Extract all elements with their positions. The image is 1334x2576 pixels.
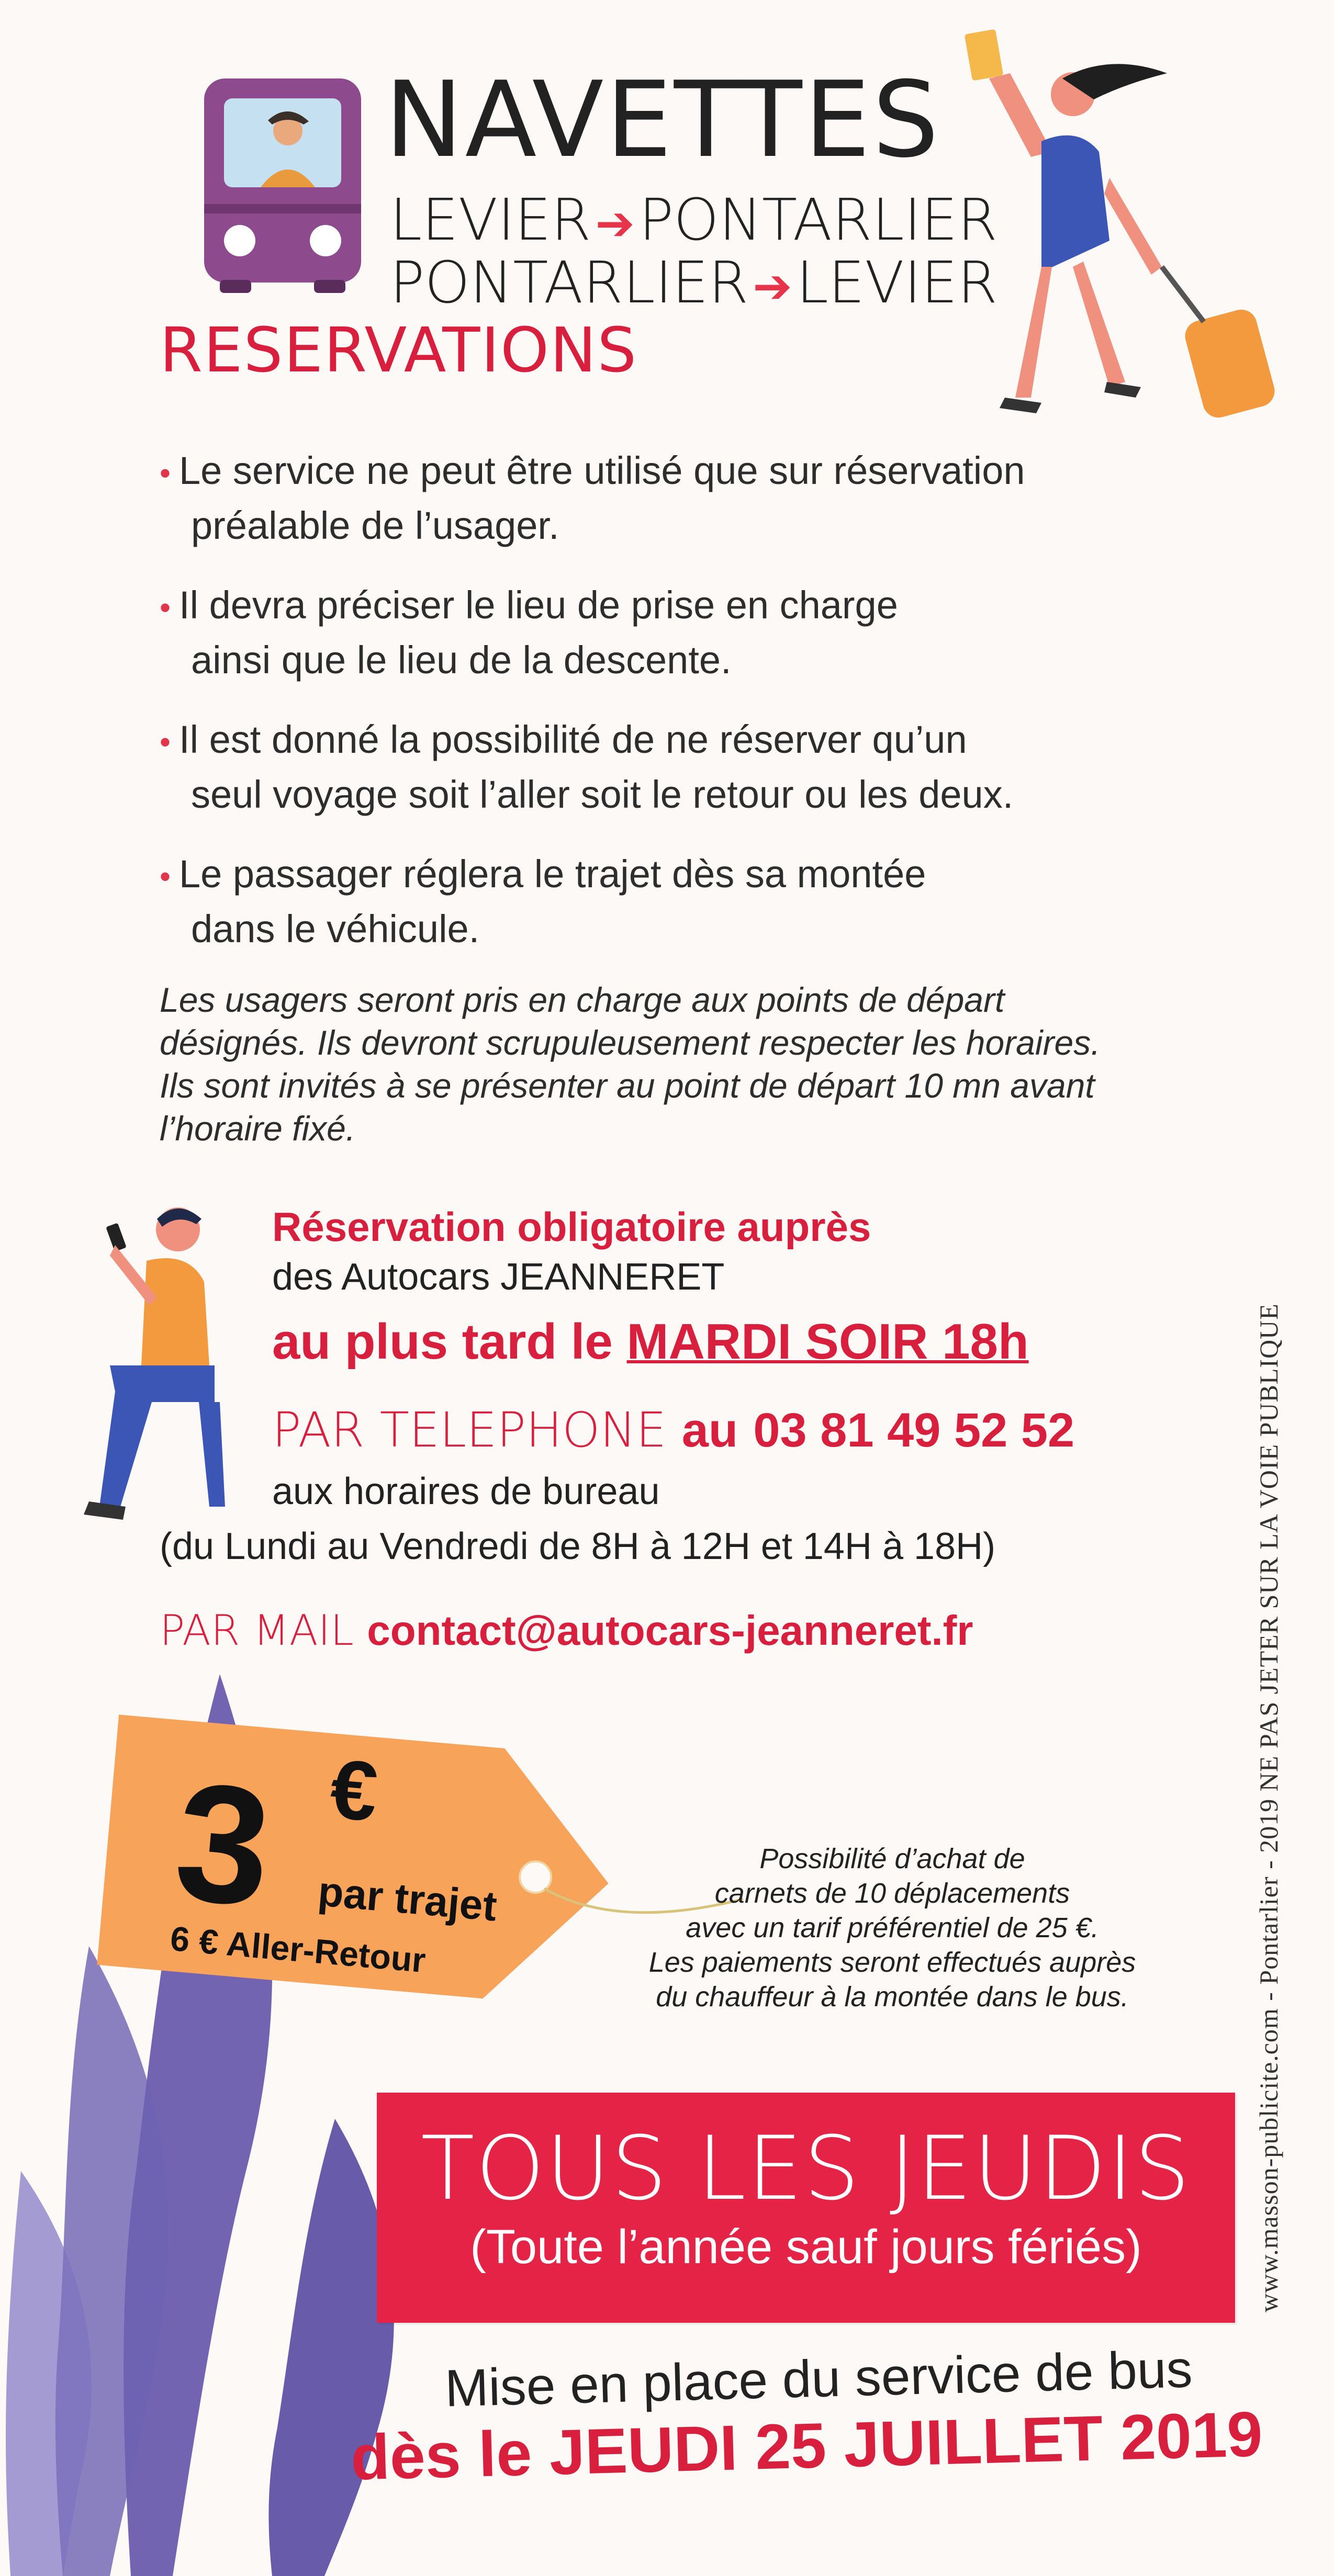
reservation-deadline	[272, 1313, 1029, 1371]
list-item-line: Il devra préciser le lieu de prise en charge	[179, 583, 898, 627]
list-item-line: Le service ne peut être utilisé que sur réservation	[179, 449, 1025, 492]
note-line: l’horaire fixé.	[160, 1109, 356, 1148]
list-item-line: Le passager réglera le trajet dès sa montée	[179, 852, 926, 896]
phone-line	[272, 1402, 1074, 1458]
arrow-right-icon: ➔	[595, 196, 635, 251]
list-item-line: seul voyage soit l’aller soit le retour ou les deux.	[191, 773, 1014, 816]
rules-list	[160, 445, 1180, 982]
schedule-title: TOUS LES JEUDIS	[421, 2117, 1191, 2220]
schedule-banner	[377, 2093, 1235, 2323]
price-currency: €	[327, 1741, 382, 1839]
list-item-line: préalable de l’usager.	[191, 504, 559, 547]
list-item	[160, 714, 1180, 821]
price-amount: 3	[169, 1746, 278, 1941]
note-line: Les usagers seront pris en charge aux points de départ	[160, 980, 1005, 1019]
section-title: RESERVATIONS	[160, 314, 638, 386]
route-levier-pontarlier	[390, 186, 998, 253]
list-item-line: dans le véhicule.	[191, 907, 480, 951]
leaf-shape	[268, 2119, 394, 2576]
route-pontarlier-levier	[390, 249, 998, 316]
pickup-note	[160, 978, 1232, 1150]
route-origin: PONTARLIER	[390, 249, 749, 316]
price-return: 6 € Aller-Retour	[169, 1918, 428, 1980]
phone-prefix: au	[681, 1404, 738, 1457]
price-per-trip: par trajet	[316, 1868, 499, 1930]
deadline-value: MARDI SOIR 18h	[626, 1314, 1029, 1370]
phone-number[interactable]: 03 81 49 52 52	[753, 1404, 1075, 1457]
bullet-icon: •	[160, 859, 171, 894]
carnet-line: avec un tarif préférentiel de 25 €.	[686, 1912, 1099, 1944]
list-item-line: Il est donné la possibilité de ne réserver qu’un	[179, 718, 967, 761]
bus-icon	[199, 73, 366, 293]
carnet-info	[544, 1841, 1240, 2014]
carnet-line: Possibilité d’achat de	[759, 1843, 1025, 1874]
mail-label: PAR MAIL	[160, 1606, 354, 1655]
reservation-heading: Réservation obligatoire auprès	[272, 1204, 871, 1250]
start-date: dès le JEUDI 25 JUILLET 2019	[350, 2398, 1264, 2493]
note-line: désignés. Ils devront scrupuleusement respecter les horaires.	[160, 1023, 1101, 1062]
deadline-prefix: au plus tard le	[272, 1314, 627, 1370]
carnet-line: Les paiements seront effectués auprès	[648, 1947, 1136, 1978]
office-hours-label: aux horaires de bureau	[272, 1471, 660, 1512]
office-hours: (du Lundi au Vendredi de 8H à 12H et 14H à 18H)	[160, 1526, 996, 1567]
carnet-line: du chauffeur à la montée dans le bus.	[656, 1981, 1129, 2013]
bullet-icon: •	[160, 590, 171, 625]
reservation-company: des Autocars JEANNERET	[272, 1256, 725, 1298]
route-destination: LEVIER	[796, 249, 998, 316]
list-item	[160, 848, 1180, 955]
traveler-woman-illustration	[952, 21, 1287, 439]
bullet-icon: •	[160, 456, 171, 491]
mail-line	[160, 1606, 973, 1655]
list-item	[160, 445, 1180, 552]
route-origin: LEVIER	[390, 186, 591, 253]
list-item	[160, 579, 1180, 686]
note-line: Ils sont invités à se présenter au point de départ 10 mn avant	[160, 1066, 1095, 1105]
bullet-icon: •	[160, 725, 171, 760]
man-with-phone-illustration	[79, 1193, 267, 1528]
email-link[interactable]: contact@autocars-jeanneret.fr	[367, 1607, 973, 1654]
arrow-right-icon: ➔	[753, 259, 792, 314]
carnet-line: carnets de 10 déplacements	[714, 1878, 1070, 1909]
start-line: Mise en place du service de bus	[444, 2340, 1193, 2418]
vertical-credit: www.masson-publicite.com - Pontarlier - 2019 NE PAS JETER SUR LA VOIE PUBLIQUE	[1254, 1303, 1283, 2312]
page-title: NAVETTES	[385, 59, 941, 181]
schedule-subtitle: (Toute l’année sauf jours fériés)	[470, 2220, 1142, 2274]
phone-label: PAR TELEPHONE	[272, 1402, 667, 1458]
list-item-line: ainsi que le lieu de la descente.	[191, 638, 732, 682]
route-destination: PONTARLIER	[638, 186, 998, 253]
